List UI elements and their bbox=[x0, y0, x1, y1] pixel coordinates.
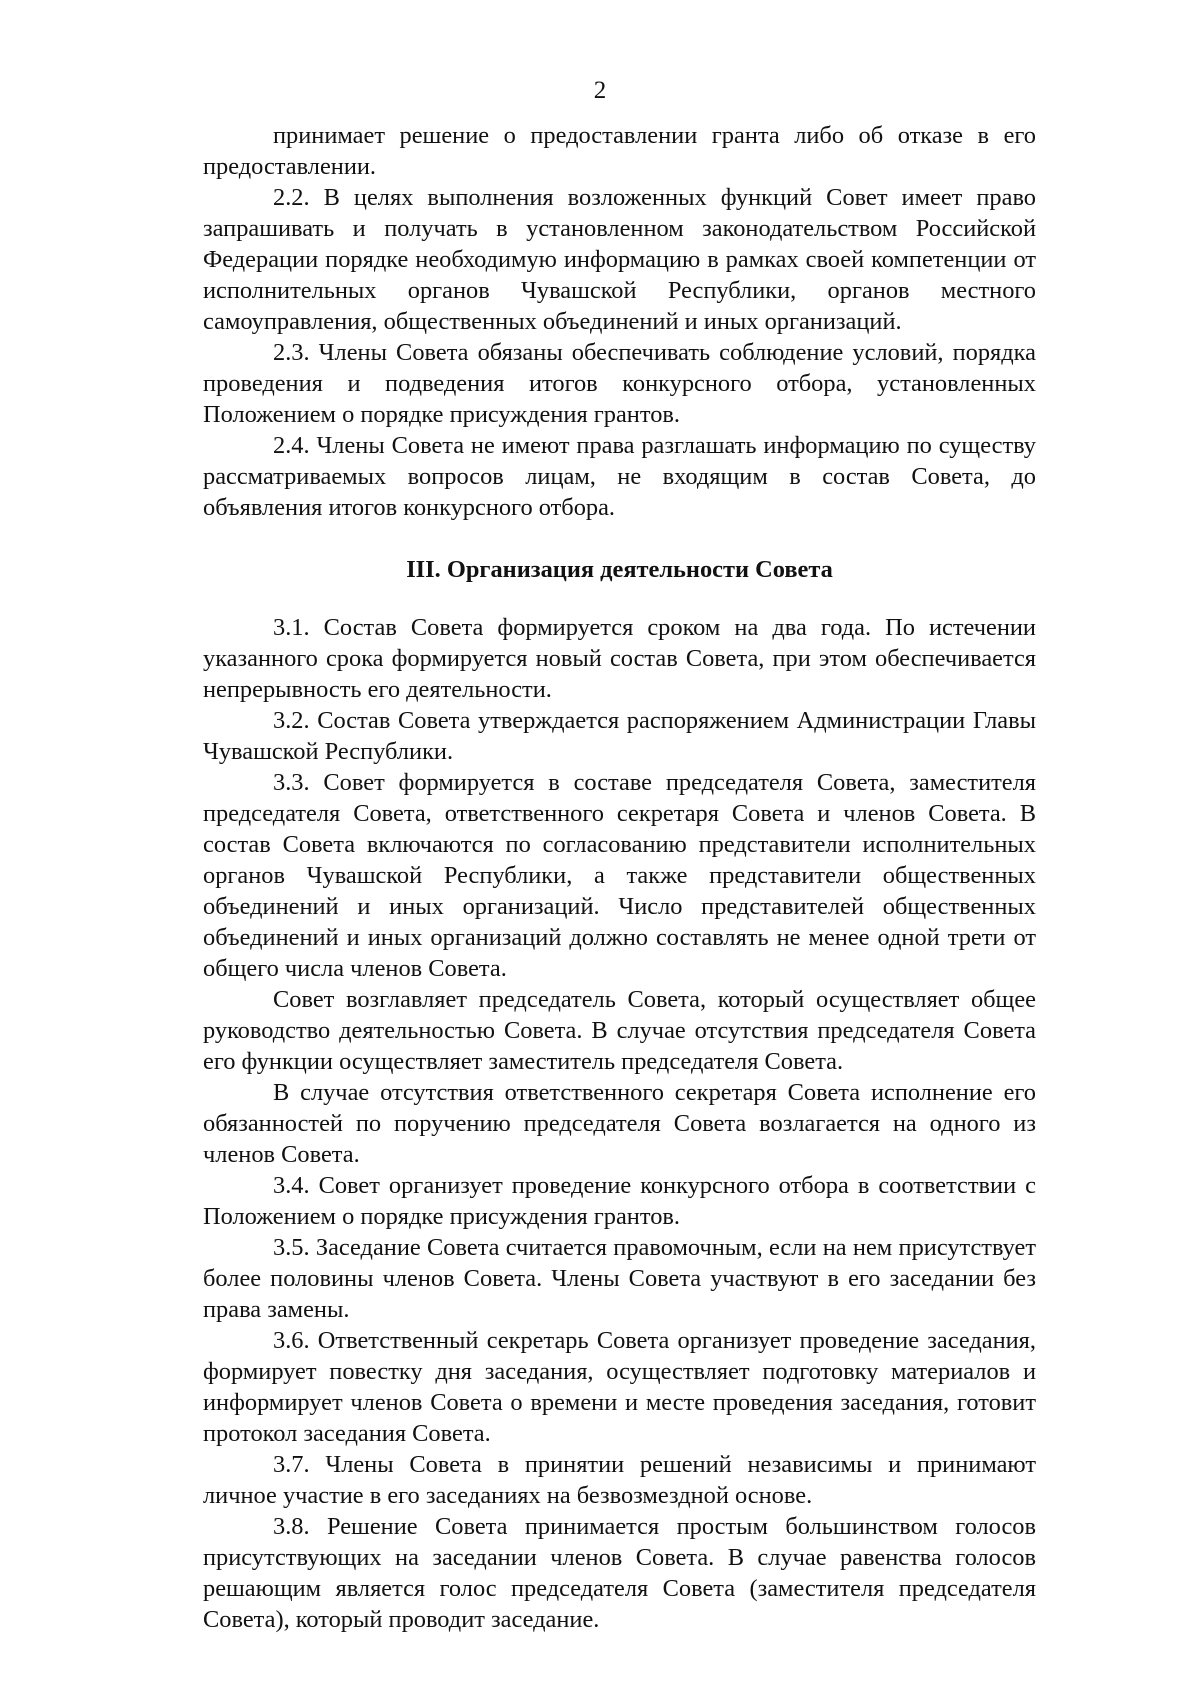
paragraph-2-2: 2.2. В целях выполнения возложенных функций Совет имеет право запрашивать и получать в установленном законодательством Российской Федерации порядке необходимую информацию в рамках своей компетенции от исполнительных органов Чувашской Республики, органов местного самоуправления, общественных объединений и иных организаций. bbox=[203, 184, 1036, 335]
section-heading: III. Организация деятельности Совета bbox=[406, 556, 833, 583]
paragraph-3-7: 3.7. Члены Совета в принятии решений независимы и принимают личное участие в его заседаниях на безвозмездной основе. bbox=[203, 1451, 1036, 1509]
page-number: 2 bbox=[593, 77, 607, 104]
paragraph-2-3: 2.3. Члены Совета обязаны обеспечивать соблюдение условий, порядка проведения и подведения итогов конкурсного отбора, установленных Положением о порядке присуждения грантов. bbox=[203, 339, 1036, 428]
document-body bbox=[203, 120, 1036, 1635]
paragraph-2-1-continuation: принимает решение о предоставлении гранта либо об отказе в его предоставлении. bbox=[203, 122, 1036, 180]
paragraph-3-5: 3.5. Заседание Совета считается правомочным, если на нем присутствует более половины членов Совета. Члены Совета участвуют в его заседании без права замены. bbox=[203, 1234, 1036, 1323]
paragraph-3-2: 3.2. Состав Совета утверждается распоряжением Администрации Главы Чувашской Республики. bbox=[203, 707, 1036, 765]
paragraph-2-4: 2.4. Члены Совета не имеют права разглашать информацию по существу рассматриваемых вопросов лицам, не входящим в состав Совета, до объявления итогов конкурсного отбора. bbox=[203, 432, 1036, 521]
paragraph-3-1: 3.1. Состав Совета формируется сроком на два года. По истечении указанного срока формируется новый состав Совета, при этом обеспечивается непрерывность его деятельности. bbox=[203, 614, 1036, 703]
paragraph-3-4: 3.4. Совет организует проведение конкурсного отбора в соответствии с Положением о порядке присуждения грантов. bbox=[203, 1172, 1036, 1230]
paragraph-3-3-chairman: Совет возглавляет председатель Совета, который осуществляет общее руководство деятельностью Совета. В случае отсутствия председателя Совета его функции осуществляет заместитель председателя Совета. bbox=[203, 986, 1036, 1075]
paragraph-3-6: 3.6. Ответственный секретарь Совета организует проведение заседания, формирует повестку дня заседания, осуществляет подготовку материалов и информирует членов Совета о времени и месте проведения заседания, готовит протокол заседания Совета. bbox=[203, 1327, 1036, 1447]
paragraph-3-8: 3.8. Решение Совета принимается простым большинством голосов присутствующих на заседании членов Совета. В случае равенства голосов решающим является голос председателя Совета (заместителя председателя Совета), который проводит заседание. bbox=[203, 1513, 1036, 1633]
paragraph-3-3-secretary: В случае отсутствия ответственного секретаря Совета исполнение его обязанностей по поручению председателя Совета возлагается на одного из членов Совета. bbox=[203, 1079, 1036, 1168]
paragraph-3-3: 3.3. Совет формируется в составе председателя Совета, заместителя председателя Совета, ответственного секретаря Совета и членов Совета. В состав Совета включаются по согласованию представители исполнительных органов Чувашской Республики, а также представители общественных объединений и иных организаций. Число представителей общественных объединений и иных организаций должно составлять не менее одной трети от общего числа членов Совета. bbox=[203, 769, 1036, 982]
